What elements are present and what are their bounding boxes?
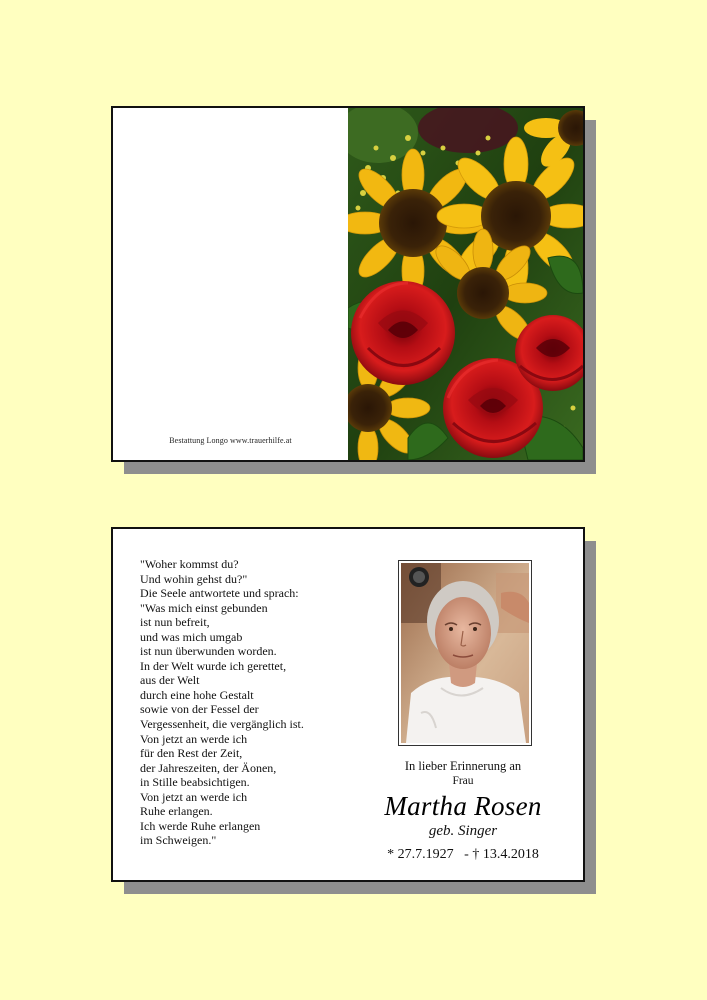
poem-line: durch eine hohe Gestalt xyxy=(140,687,254,702)
poem-line: "Was mich einst gebunden xyxy=(140,600,268,615)
poem-line: der Jahreszeiten, der Äonen, xyxy=(140,760,277,775)
poem-line: für den Rest der Zeit, xyxy=(140,746,243,761)
in-memory-text: In lieber Erinnerung an xyxy=(404,759,522,773)
inside-card xyxy=(111,527,585,882)
life-dates: * 27.7.1927 - † 13.4.2018 xyxy=(387,847,539,862)
deceased-name: Martha Rosen xyxy=(384,791,542,821)
poem-line: Vergessenheit, die vergänglich ist. xyxy=(140,717,304,732)
front-card xyxy=(111,106,585,462)
maiden-name: geb. Singer xyxy=(428,823,498,839)
poem-line: In der Welt wurde ich gerettet, xyxy=(140,658,287,673)
poem-line: Ruhe erlangen. xyxy=(140,804,213,819)
poem-line: ist nun befreit, xyxy=(140,615,210,630)
poem-line: Von jetzt an werde ich xyxy=(140,731,248,746)
poem-line: Die Seele antwortete und sprach: xyxy=(140,586,299,601)
funeral-home-imprint: Bestattung Longo www.trauerhilfe.at xyxy=(169,436,292,445)
poem-line: aus der Welt xyxy=(140,673,200,688)
poem-line: "Woher kommst du? xyxy=(140,557,239,571)
sunflowers-and-roses-photo xyxy=(348,108,583,460)
poem-line: in Stille beabsichtigen. xyxy=(140,775,250,790)
front-blank-panel xyxy=(113,108,348,460)
salutation-text: Frau xyxy=(452,775,474,787)
poem-line: Und wohin gehst du?" xyxy=(140,571,248,586)
poem-line: sowie von der Fessel der xyxy=(140,702,259,717)
portrait-frame xyxy=(398,560,532,746)
poem xyxy=(140,557,360,848)
poem-line: Ich werde Ruhe erlangen xyxy=(140,818,261,833)
poem-line: und was mich umgab xyxy=(140,629,243,644)
poem-line: ist nun überwunden worden. xyxy=(140,644,277,659)
poem-line: im Schweigen." xyxy=(140,833,217,848)
poem-line: Von jetzt an werde ich xyxy=(140,789,248,804)
portrait-photo xyxy=(401,563,529,743)
